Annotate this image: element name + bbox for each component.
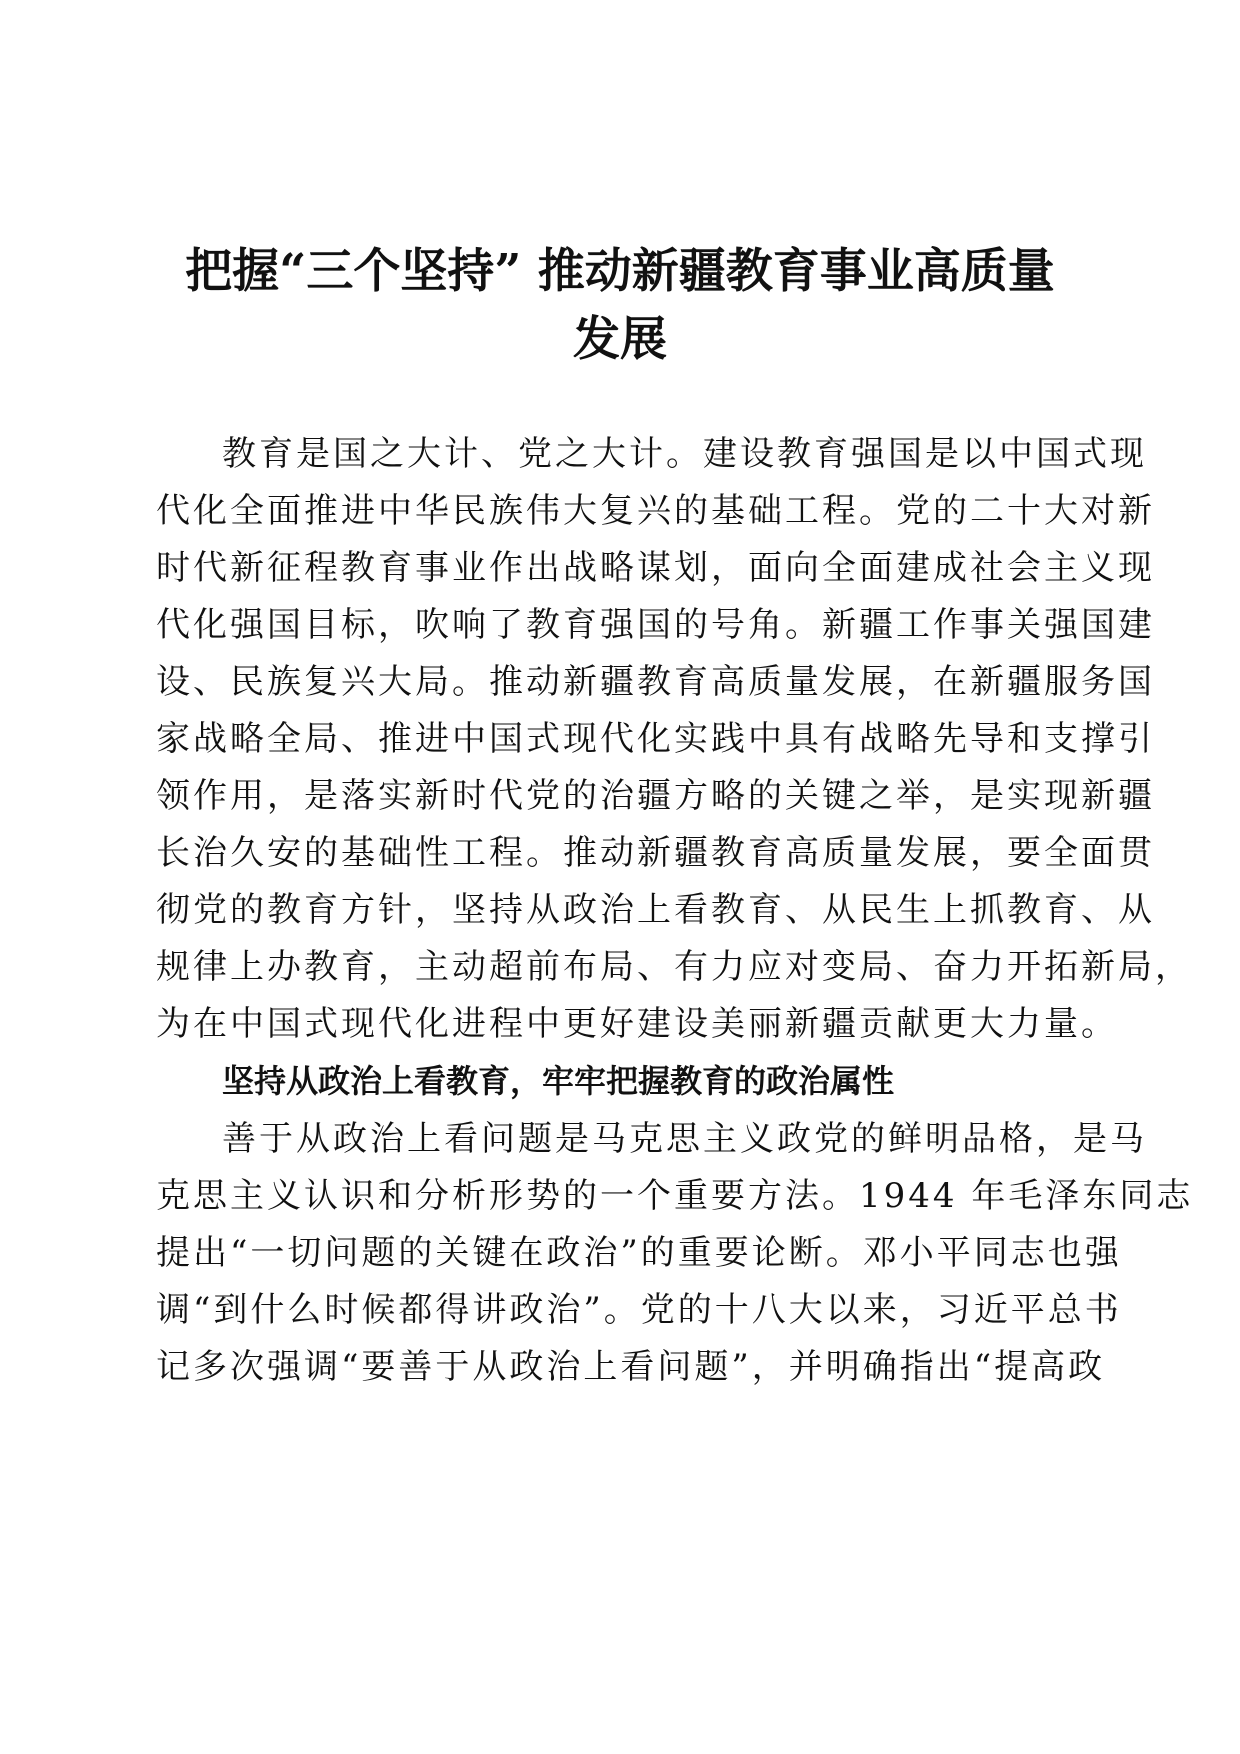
paragraph-1-line-1: 教育是国之大计、党之大计。建设教育强国是以中国式现: [222, 434, 1147, 474]
paragraph-1-line-8: 长治久安的基础性工程。推动新疆教育高质量发展，要全面贯: [156, 833, 1155, 873]
paragraph-1-line-6: 家战略全局、推进中国式现代化实践中具有战略先导和支撑引: [156, 719, 1155, 759]
paragraph-1-line-11: 为在中国式现代化进程中更好建设美丽新疆贡献更大力量。: [156, 1004, 1118, 1044]
paragraph-2-line-2: 克思主义认识和分析形势的一个重要方法。1944 年毛泽东同志: [156, 1176, 1194, 1216]
paragraph-1-line-5: 设、民族复兴大局。推动新疆教育高质量发展，在新疆服务国: [156, 662, 1155, 702]
paragraph-2-line-5: 记多次强调“要善于从政治上看问题”，并明确指出“提高政: [156, 1347, 1106, 1387]
paragraph-1-line-9: 彻党的教育方针，坚持从政治上看教育、从民生上抓教育、从: [156, 890, 1155, 930]
paragraph-2-line-1: 善于从政治上看问题是马克思主义政党的鲜明品格，是马: [222, 1119, 1147, 1159]
paragraph-1-line-3: 时代新征程教育事业作出战略谋划，面向全面建成社会主义现: [156, 548, 1155, 588]
paragraph-1-line-10: 规律上办教育，主动超前布局、有力应对变局、奋力开拓新局，: [156, 947, 1192, 987]
section-heading: 坚持从政治上看教育，牢牢把握教育的政治属性: [222, 1062, 895, 1100]
document-title-line-2: 发展: [573, 312, 667, 367]
paragraph-1-line-7: 领作用，是落实新时代党的治疆方略的关键之举，是实现新疆: [156, 776, 1155, 816]
paragraph-1-line-4: 代化强国目标，吹响了教育强国的号角。新疆工作事关强国建: [156, 605, 1155, 645]
paragraph-2-line-3: 提出“一切问题的关键在政治”的重要论断。邓小平同志也强: [156, 1233, 1122, 1273]
paragraph-1-line-2: 代化全面推进中华民族伟大复兴的基础工程。党的二十大对新: [156, 491, 1155, 531]
paragraph-2-line-4: 调“到什么时候都得讲政治”。党的十八大以来，习近平总书: [156, 1290, 1122, 1330]
document-title-line-1: 把握“三个坚持” 推动新疆教育事业高质量: [185, 244, 1055, 299]
